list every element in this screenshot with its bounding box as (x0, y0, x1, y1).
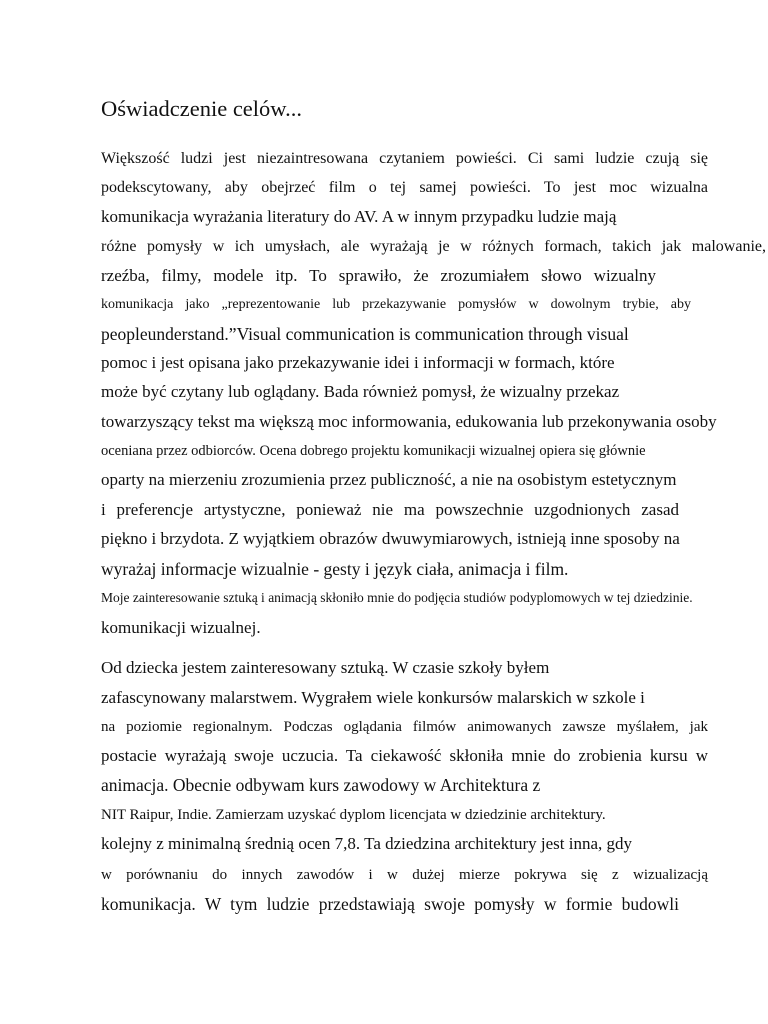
text-line: Większość ludzi jest niezaintresowana czytaniem powieści. Ci sami ludzie czują się (101, 150, 708, 167)
text-line: kolejny z minimalną średnią ocen 7,8. Ta dziedzina architektury jest inna, gdy (101, 834, 632, 853)
text-line: w porównaniu do innych zawodów i w dużej mierze pokrywa się z wizualizacją (101, 867, 708, 883)
text-line: komunikacja jako „reprezentowanie lub przekazywanie pomysłów w dowolnym trybie, aby (101, 297, 691, 312)
text-line: peopleunderstand.”Visual communication is communication through visual (101, 324, 629, 344)
text-line: oparty na mierzeniu zrozumienia przez publiczność, a nie na osobistym estetycznym (101, 470, 677, 489)
text-line: na poziomie regionalnym. Podczas oglądania filmów animowanych zawsze myślałem, jak (101, 719, 708, 735)
text-line: podekscytowany, aby obejrzeć film o tej samej powieści. To jest moc wizualna (101, 179, 708, 196)
text-line: i preferencje artystyczne, ponieważ nie ma powszechnie uzgodnionych zasad (101, 500, 679, 519)
text-line: rzeźba, filmy, modele itp. To sprawiło, że zrozumiałem słowo wizualny (101, 266, 656, 285)
text-line: piękno i brzydota. Z wyjątkiem obrazów dwuwymiarowych, istnieją inne sposoby na (101, 529, 680, 548)
text-line: postacie wyrażają swoje uczucia. Ta ciekawość skłoniła mnie do zrobienia kursu w (101, 746, 708, 765)
text-line: pomoc i jest opisana jako przekazywanie idei i informacji w formach, które (101, 353, 615, 372)
text-line: oceniana przez odbiorców. Ocena dobrego projektu komunikacji wizualnej opiera się głównie (101, 443, 646, 459)
text-line: komunikacja wyrażania literatury do AV. A w innym przypadku ludzie mają (101, 207, 617, 226)
text-line: towarzyszący tekst ma większą moc informowania, edukowania lub przekonywania osoby (101, 412, 717, 431)
text-line: animacja. Obecnie odbywam kurs zawodowy w Architektura z (101, 775, 541, 795)
text-line: wyrażaj informacje wizualnie - gesty i język ciała, animacja i film. (101, 559, 569, 579)
document-title: Oświadczenie celów... (101, 96, 302, 121)
text-line: Od dziecka jestem zainteresowany sztuką. W czasie szkoły byłem (101, 658, 550, 677)
text-line: komunikacji wizualnej. (101, 618, 261, 637)
text-line: różne pomysły w ich umysłach, ale wyrażają je w różnych formach, takich jak malowanie, (101, 238, 766, 255)
text-line: NIT Raipur, Indie. Zamierzam uzyskać dyplom licencjata w dziedzinie architektury. (101, 807, 606, 823)
text-line: Moje zainteresowanie sztuką i animacją skłoniło mnie do podjęcia studiów podyplomowych w tej dziedzinie. (101, 590, 693, 605)
text-line: może być czytany lub oglądany. Bada również pomysł, że wizualny przekaz (101, 382, 620, 401)
text-line: komunikacja. W tym ludzie przedstawiają swoje pomysły w formie budowli (101, 894, 679, 914)
text-line: zafascynowany malarstwem. Wygrałem wiele konkursów malarskich w szkole i (101, 688, 645, 707)
